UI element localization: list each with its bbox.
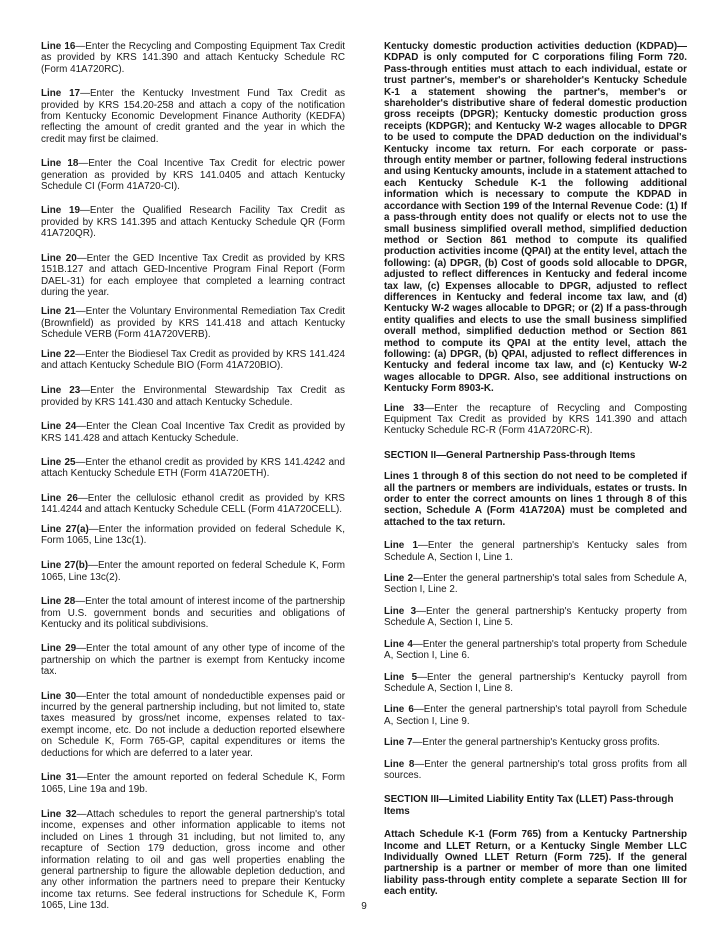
left-para-9: Line 25—Enter the ethanol credit as provided by KRS 141.4242 and attach Kentucky Schedule ETH (Form 41A720ETH). [41, 456, 345, 480]
right-para-line-5: Line 5—Enter the general partnership's Kentucky payroll from Schedule A, Section I, Line 8. [384, 671, 687, 694]
left-para-7: Line 23—Enter the Environmental Stewardship Tax Credit as provided by KRS 141.430 and attach Kentucky Schedule. [41, 385, 345, 408]
left-para-1: Line 17—Enter the Kentucky Investment Fund Tax Credit as provided by KRS 154.20-258 and attach a copy of the notification from Kentucky Economic Development Finance Authority (KEDFA) reflecting the amount of credit granted and the year in which the credit may first be claimed. [41, 88, 346, 145]
section-iii-note: Attach Schedule K-1 (Form 765) from a Kentucky Partnership Income and LLET Return, or a Kentucky Single Member LLC Individually Owned LLET Return (Form 725). If the general partnership is a partner or member of more than one limited liability pass-through entity complete a separate Section III for each entity. [384, 829, 687, 898]
left-para-15: Line 30—Enter the total amount of nondeductible expenses paid or incurred by the general partnership including, but not limited to, state taxes measured by gross/net income, expenses related to tax-exempt income, etc. Do not include a deduction reported elsewhere on Schedule K, Form 765-GP, capital expenditures or items the deductions for which are deferred to a later year. [41, 690, 346, 759]
left-para-11: Line 27(a)—Enter the information provided on federal Schedule K, Form 1065, Line 13c(1). [41, 523, 345, 546]
left-para-10: Line 26—Enter the cellulosic ethanol credit as provided by KRS 141.4244 and attach Kentucky Schedule CELL (Form 41A720CELL). [41, 492, 345, 516]
left-para-16: Line 31—Enter the amount reported on federal Schedule K, Form 1065, Line 19a and 19b. [41, 772, 345, 795]
section-iii-heading: SECTION III—Limited Liability Entity Tax (LLET) Pass-through Items [384, 794, 674, 817]
right-para-line-33: Line 33—Enter the recapture of Recycling and Composting Equipment Tax Credit as provided by KRS 141.390 and attach Kentucky Schedule RC-R (Form 41A720RC-R). [384, 402, 687, 437]
right-para-line-4: Line 4—Enter the general partnership's total property from Schedule A, Section I, Line 6. [384, 638, 687, 662]
left-para-14: Line 29—Enter the total amount of any other type of income of the partnership on which the partner is exempt from Kentucky income tax. [41, 643, 345, 678]
right-para-line-2: Line 2—Enter the general partnership's total sales from Schedule A, Section I, Line 2. [384, 573, 687, 596]
page-number: 9 [361, 901, 367, 912]
right-para-line-8: Line 8—Enter the general partnership's total gross profits from all sources. [384, 758, 687, 781]
right-para-line-3: Line 3—Enter the general partnership's Kentucky property from Schedule A, Section I, Line 5. [384, 605, 687, 629]
right-para-line-1: Line 1—Enter the general partnership's Kentucky sales from Schedule A, Section I, Line 1. [384, 540, 687, 563]
right-para-line-6: Line 6—Enter the general partnership's total payroll from Schedule A, Section I, Line 9. [384, 704, 687, 727]
left-para-2: Line 18—Enter the Coal Incentive Tax Credit for electric power generation as provided by KRS 141.0405 and attach Kentucky Schedule CI (Form 41A720-CI). [41, 158, 346, 193]
left-para-0: Line 16—Enter the Recycling and Composting Equipment Tax Credit as provided by KRS 141.390 and attach Kentucky Schedule RC (Form 41A720RC). [41, 41, 346, 75]
left-para-8: Line 24—Enter the Clean Coal Incentive Tax Credit as provided by KRS 141.428 and attach Kentucky Schedule. [41, 421, 345, 444]
right-column [384, 37, 687, 898]
left-para-17: Line 32—Attach schedules to report the general partnership's total income, expenses and other information applicable to items not included on Lines 1 through 31 including, but not limited to, any recapture of Section 179 deduction, gross income and other information relating to oil and gas well properties enabling the general partnership to figure the allowable depletion deduction, and any other information the partners need to prepare their Kentucky income tax returns. See federal instructions for Schedule K, Form 1065, Line 13d. [41, 808, 346, 912]
left-column [41, 37, 345, 912]
section-ii-note: Lines 1 through 8 of this section do not need to be completed if all the partners or members are individuals, estates or trusts. In order to enter the correct amounts on lines 1 through 8 of this section, Schedule A (Form 41A720A) must be completed and attached to the tax return. [384, 471, 687, 528]
kdpad-paragraph: Kentucky domestic production activities deduction (KDPAD)—KDPAD is only computed for C corporations filing Form 720. Pass-through entities must attach to each individual, estate or trust partner's, member's or shareholder's Kentucky Schedule K-1 a statement showing the partner's, member's or shareholder's distributive share of federal domestic production gross receipts (DPGR); Kentucky domestic production gross receipts (KDPGR); and Kentucky W-2 wages allocable to DPGR to be used to compute the DPAD deduction on the individual's Kentucky income tax return. For each corporate or pass-through entity member or partner, following federal instructions and using Kentucky amounts, include in a statement attached to each Kentucky Schedule K-1 the following additional information which is necessary to compute the KDPAD in accordance with Section 199 of the Internal Revenue Code: (1) If a pass-through entity does not qualify or elects not to use the small business simplified overall method, simplified deduction method or Section 861 method to compute its qualified production activities income (QPAI) at the entity level, attach the following: (a) DPGR, (b) Cost of goods sold allocable to DPGR, adjusted to reflect differences in Kentucky and federal income tax law, (c) Expenses allocable to DPGR, adjusted to reflect differences in Kentucky and federal income tax law, and (d) Kentucky W-2 wages allocable to DPGR; or (2) If a pass-through entity qualifies and elects to use the small business simplified overall method, simplified deduction method or Section 861 method to compute its QPAI at the entity level, attach the following: (a) DPGR, (b) QPAI, adjusted to reflect differences in Kentucky and federal income tax law, and (c) Kentucky W-2 wages allocable to DPGR. Also, see additional instructions on Kentucky Form 8903-K. [384, 41, 687, 395]
left-para-5: Line 21—Enter the Voluntary Environmental Remediation Tax Credit (Brownfield) as provided by KRS 141.418 and attach Kentucky Schedule VERB (Form 41A720VERB). [41, 306, 345, 341]
section-ii-heading: SECTION II—General Partnership Pass-through Items [384, 449, 636, 461]
left-para-13: Line 28—Enter the total amount of interest income of the partnership from U.S. government bonds and securities and obligations of Kentucky and its political subdivisions. [41, 596, 345, 631]
left-para-6: Line 22—Enter the Biodiesel Tax Credit as provided by KRS 141.424 and attach Kentucky Schedule BIO (Form 41A720BIO). [41, 348, 345, 371]
left-para-12: Line 27(b)—Enter the amount reported on federal Schedule K, Form 1065, Line 13c(2). [41, 560, 345, 583]
left-para-3: Line 19—Enter the Qualified Research Facility Tax Credit as provided by KRS 141.395 and attach Kentucky Schedule QR (Form 41A720QR). [41, 205, 345, 240]
right-para-line-7: Line 7—Enter the general partnership's Kentucky gross profits. [384, 737, 660, 749]
left-para-4: Line 20—Enter the GED Incentive Tax Credit as provided by KRS 151B.127 and attach GED-Incentive Program Final Report (Form DAEL-31) for each employee that completed a learning contract during the year. [41, 252, 345, 298]
